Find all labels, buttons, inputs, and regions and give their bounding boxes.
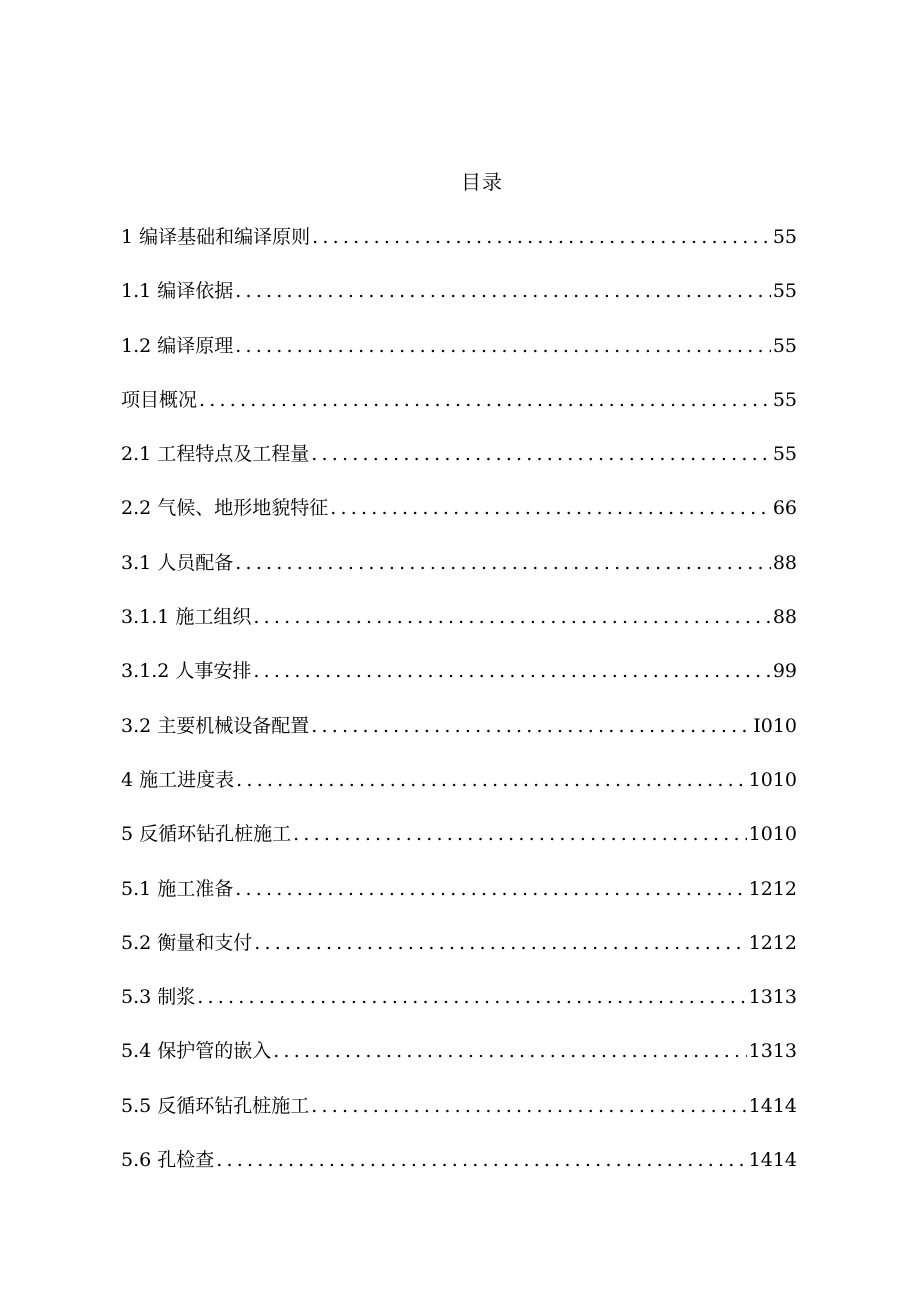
toc-entry-label: 3.1.2 人事安排 bbox=[121, 660, 252, 683]
toc-entry-label: 1 编译基础和编译原则 bbox=[121, 226, 311, 248]
toc-dot-leader bbox=[216, 1145, 746, 1175]
toc-entry-page: 1313 bbox=[748, 986, 797, 1009]
toc-entry-label: 5.4 保护管的嵌入 bbox=[121, 1040, 272, 1063]
toc-entry-label: 3.1 人员配备 bbox=[121, 551, 234, 574]
toc-entry-label: 3.2 主要机械设备配置 bbox=[121, 714, 310, 737]
toc-entry[interactable] bbox=[121, 602, 797, 656]
toc-dot-leader bbox=[235, 331, 771, 361]
toc-dot-leader bbox=[199, 385, 771, 415]
toc-entry-label: 5 反循环钻孔桩施工 bbox=[121, 823, 292, 846]
toc-dot-leader bbox=[235, 276, 771, 306]
toc-entry[interactable] bbox=[121, 874, 797, 928]
toc-entry-page: 88 bbox=[772, 551, 797, 574]
toc-entry-page: 55 bbox=[772, 388, 797, 411]
toc-entry-page: 1010 bbox=[748, 823, 797, 846]
toc-entry-page: 55 bbox=[772, 226, 797, 248]
toc-entry[interactable] bbox=[121, 656, 797, 710]
toc-entry[interactable] bbox=[121, 765, 797, 819]
toc-dot-leader bbox=[330, 493, 771, 523]
toc-dot-leader bbox=[253, 602, 770, 632]
toc-entry[interactable] bbox=[121, 928, 797, 982]
toc-entry-page: 88 bbox=[772, 606, 797, 629]
toc-entry-page: I010 bbox=[753, 714, 797, 737]
toc-dot-leader bbox=[197, 982, 746, 1012]
toc-dot-leader bbox=[311, 439, 771, 469]
toc-entry-label: 5.2 衡量和支付 bbox=[121, 931, 253, 954]
toc-entry-label: 5.5 反循环钻孔桩施工 bbox=[121, 1094, 310, 1117]
toc-entry-page: 55 bbox=[772, 443, 797, 466]
toc-entry-label: 5.3 制浆 bbox=[121, 986, 196, 1009]
toc-dot-leader bbox=[236, 765, 747, 795]
toc-title: 目录 bbox=[461, 170, 503, 194]
toc-entry-page: 1212 bbox=[748, 931, 797, 954]
toc-entry-page: 1212 bbox=[748, 877, 797, 900]
toc-entry[interactable] bbox=[121, 1036, 797, 1090]
toc-entry-label: 1.1 编译依据 bbox=[121, 280, 234, 303]
toc-dot-leader bbox=[235, 874, 746, 904]
toc-dot-leader bbox=[311, 711, 751, 741]
toc-entry-label: 2.1 工程特点及工程量 bbox=[121, 443, 310, 466]
toc-entry-label: 5.6 孔检查 bbox=[121, 1149, 215, 1172]
toc-dot-leader bbox=[254, 928, 746, 958]
toc-entry[interactable] bbox=[121, 439, 797, 493]
toc-entry-page: 1414 bbox=[748, 1094, 797, 1117]
toc-entry[interactable] bbox=[121, 548, 797, 602]
toc-entry-page: 55 bbox=[772, 280, 797, 303]
toc-entry-page: 1313 bbox=[748, 1040, 797, 1063]
toc-dot-leader bbox=[253, 656, 770, 686]
toc-entry-label: 5.1 施工准备 bbox=[121, 877, 234, 900]
toc-entry-label: 2.2 气候、地形地貌特征 bbox=[121, 497, 329, 520]
toc-entry[interactable] bbox=[121, 1091, 797, 1145]
toc-entry-page: 99 bbox=[772, 660, 797, 683]
toc-dot-leader bbox=[311, 1091, 746, 1121]
toc-entry[interactable] bbox=[121, 1145, 797, 1199]
toc-entry-page: 1414 bbox=[748, 1149, 797, 1172]
toc-entry-page: 66 bbox=[772, 497, 797, 520]
toc-dot-leader bbox=[273, 1036, 746, 1066]
toc-entry-page: 55 bbox=[772, 334, 797, 357]
toc-entry[interactable] bbox=[121, 385, 797, 439]
toc-entry[interactable] bbox=[121, 331, 797, 385]
toc-dot-leader bbox=[312, 222, 771, 252]
toc-dot-leader bbox=[235, 548, 771, 578]
toc-entry[interactable] bbox=[121, 819, 797, 873]
toc-entry-page: 1010 bbox=[748, 768, 797, 791]
toc-entry-label: 4 施工进度表 bbox=[121, 768, 235, 791]
toc-entry[interactable] bbox=[121, 276, 797, 330]
toc-list bbox=[121, 222, 797, 1199]
toc-entry-label: 3.1.1 施工组织 bbox=[121, 606, 252, 629]
toc-entry[interactable] bbox=[121, 222, 797, 276]
toc-entry[interactable] bbox=[121, 493, 797, 547]
toc-entry-label: 项目概况 bbox=[121, 388, 198, 411]
toc-entry[interactable] bbox=[121, 711, 797, 765]
toc-entry-label: 1.2 编译原理 bbox=[121, 334, 234, 357]
toc-dot-leader bbox=[293, 819, 747, 849]
toc-entry[interactable] bbox=[121, 982, 797, 1036]
